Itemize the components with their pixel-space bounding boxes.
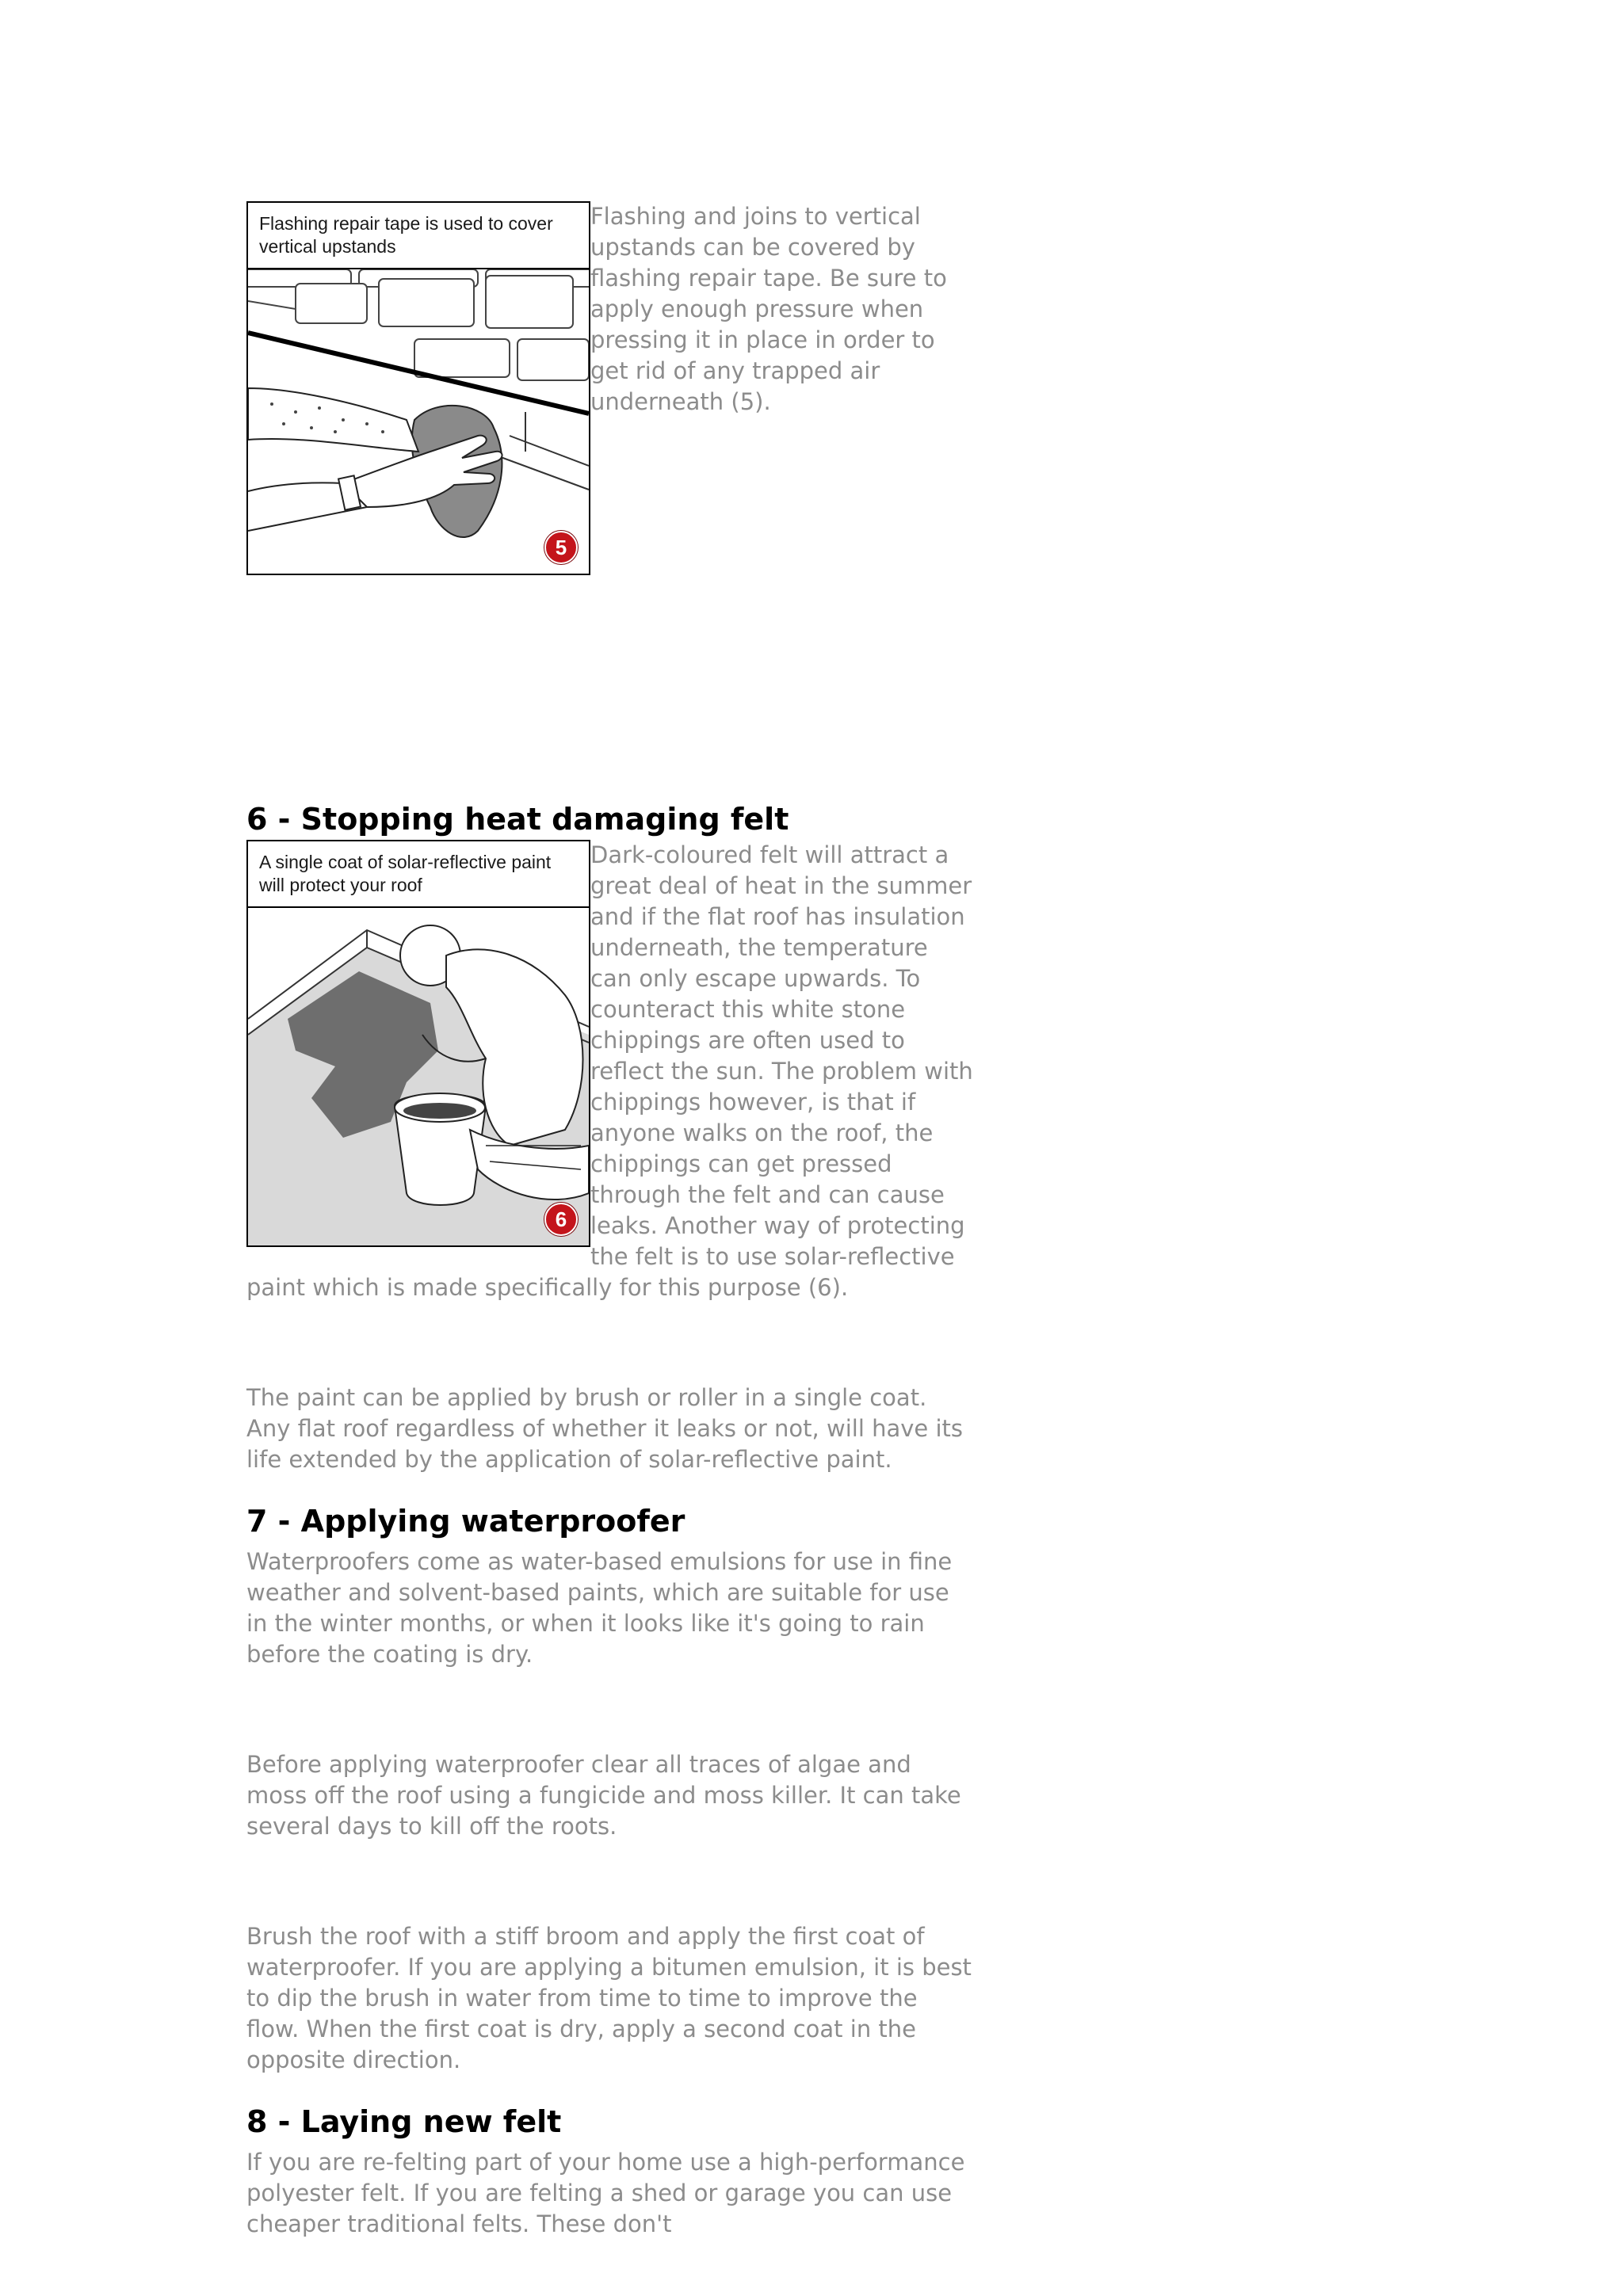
solar-paint-illustration	[248, 908, 589, 1245]
waterproofer-paragraph-1: Waterproofers come as water-based emulsions for use in fine weather and solvent-based paints, which are suitable for use in the winter months, or when it looks like it's going to rain before the coating is dry.	[246, 1548, 953, 1668]
flashing-illustration	[248, 269, 589, 574]
section-heading-8: 8 - Laying new felt	[246, 2104, 562, 2139]
heat-paragraph-1: Dark-coloured felt will attract a great deal of heat in the summer and if the flat roof has insulation underneath, the temperature can only escape upwards. To counteract this white stone chippings are often used to reflect the sun. The problem with chippings however, is that if anyone walks on the roof, the chippings can get pressed through the felt and can cause leaks. Another way of protecting the felt is to use solar-reflective paint which is made specifically for this purpose (6).	[246, 841, 973, 1301]
solar-paint-figure	[246, 840, 590, 1247]
section-heading-7: 7 - Applying waterproofer	[246, 1504, 685, 1539]
flashing-section	[246, 201, 976, 582]
section-heading-6: 6 - Stopping heat damaging felt	[246, 802, 789, 837]
flashing-paragraph: Flashing and joins to vertical upstands can be covered by flashing repair tape. Be sure to apply enough pressure when pressing it in place in order to get rid of any trapped air underneath (5).	[590, 203, 947, 415]
figure-caption: Flashing repair tape is used to cover vertical upstands	[248, 203, 589, 269]
waterproofer-paragraph-2: Before applying waterproofer clear all traces of algae and moss off the roof using a fungicide and moss killer. It can take several days to kill off the roots.	[246, 1751, 961, 1840]
heat-section	[246, 840, 976, 1475]
figure-caption: A single coat of solar-reflective paint will protect your roof	[248, 841, 589, 908]
figure-number-badge: 5	[544, 531, 578, 564]
figure-number-badge: 6	[544, 1203, 578, 1236]
article-content	[246, 195, 976, 2240]
waterproofer-paragraph-3: Brush the roof with a stiff broom and apply the first coat of waterproofer. If you are applying a bitumen emulsion, it is best to dip the brush in water from time to time to improve the flow. When the first coat is dry, apply a second coat in the opposite direction.	[246, 1923, 972, 2073]
hand-pressing-tape-illustration	[248, 269, 589, 574]
person-painting-roof-illustration	[248, 908, 589, 1245]
heat-paragraph-2: The paint can be applied by brush or roller in a single coat. Any flat roof regardless of whether it leaks or not, will have its life extended by the application of solar-reflective paint.	[246, 1384, 963, 1473]
felt-paragraph-1: If you are re-felting part of your home use a high-performance polyester felt. If you are felting a shed or garage you can use cheaper traditional felts. These don't	[246, 2149, 965, 2237]
flashing-figure	[246, 201, 590, 575]
